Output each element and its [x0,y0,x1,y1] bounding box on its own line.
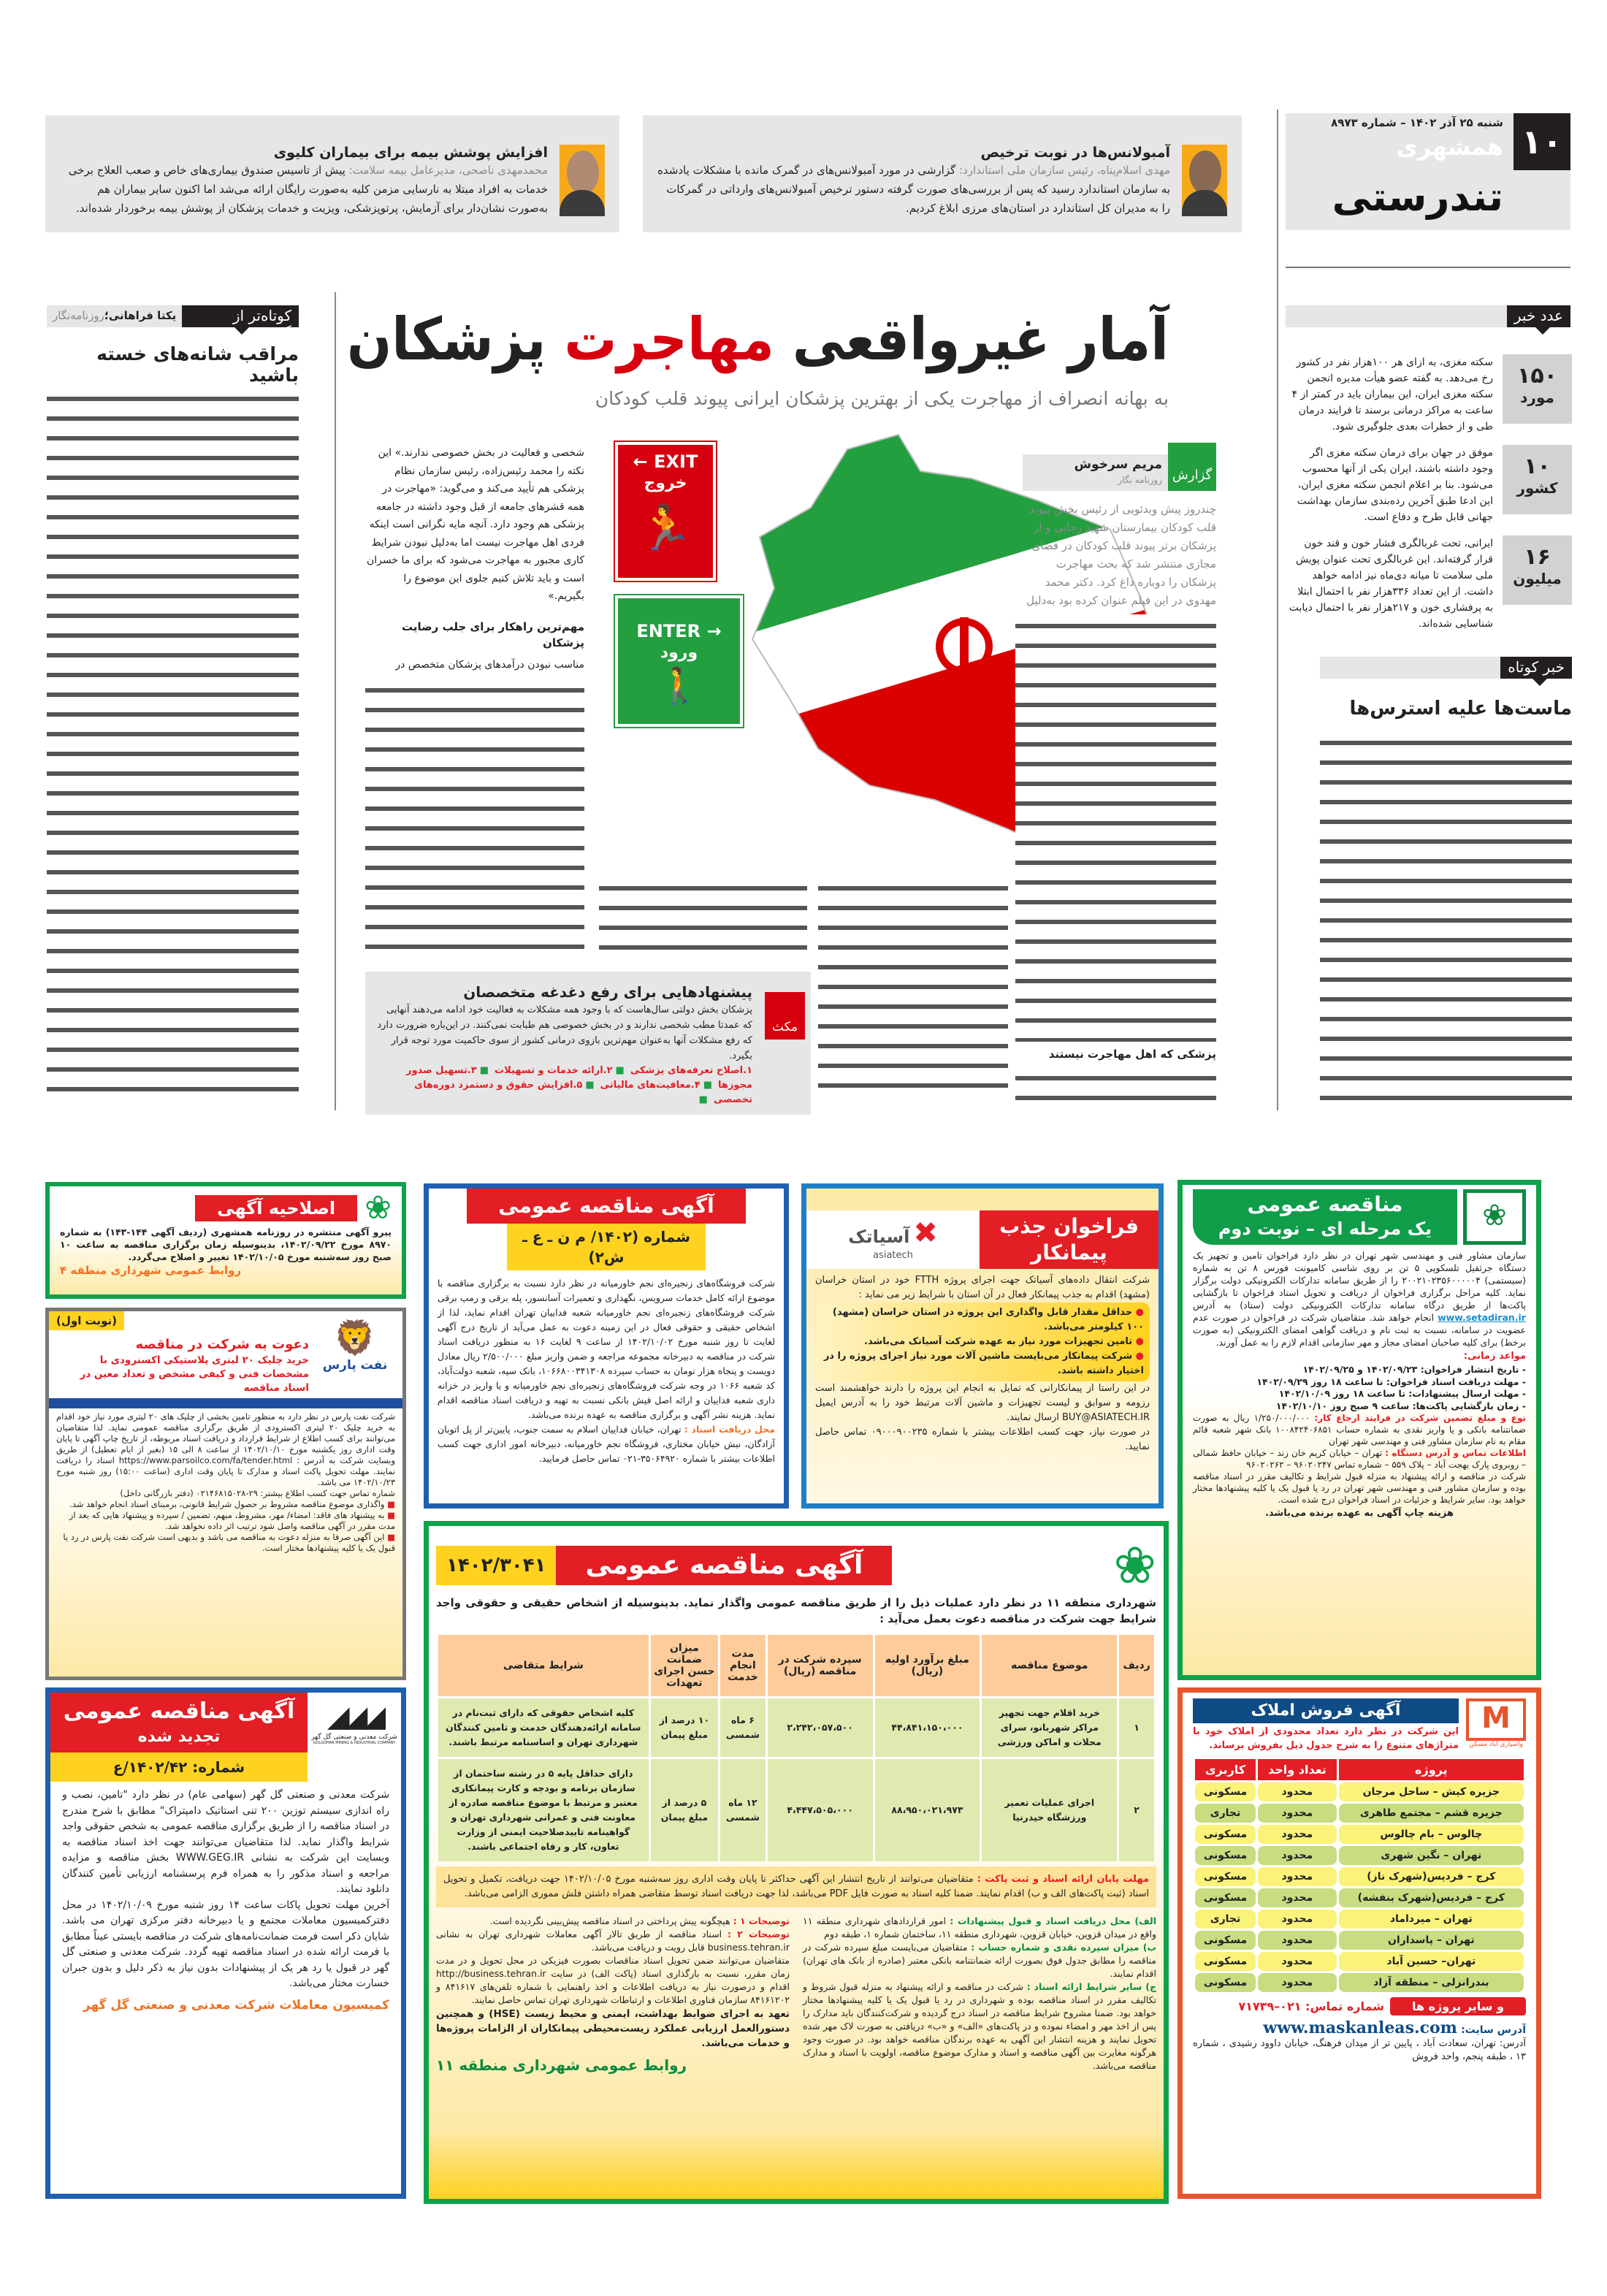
table-cell: مسکونی [1195,1888,1256,1907]
clause-title: ج) سایر شرایط ارائه اسناد : [1026,1981,1156,1992]
table-row [1195,1782,1524,1801]
ad-outro: در این راستا از پیمانکارانی که تمایل به انجام این پروژه را دارند خواهشمند است رزومه و سوابق و لیست تجهیزات و ماشین آلات مرتبط خود را به آدرس ایمیل BUY@ASIATECH.IR ارسال نمایند. [815,1383,1150,1423]
column-header: کاربری [1195,1759,1256,1780]
logo-text-en: asiatech [873,1250,913,1261]
fact-item [1287,445,1572,525]
logo-text: آسیاتک [848,1227,910,1247]
ad-footer: شرکت در مناقصه و ارائه پیشنهاد به منزله قبول شرایط و تکالیف مقرر در اسناد مناقصه بوده و سازمان مشاور فنی و مهندسی شهر تهران در رد یا قبول یک یا کلیه پیشنهادها مختار خواهد بود. سایر شرایط و جزئیات در اسناد فراخوان درج شده است. [1193,1471,1526,1505]
site-link[interactable]: www.maskanleas.com [1263,2018,1457,2037]
article-body-column [1015,1067,1216,1107]
exit-label-en: EXIT [654,451,698,472]
ad-text: انجام خواهد شد. متقاضیان شرکت در فراخوان در صورت عدم عضویت در سامانه، نسبت به ثبت نام و دریافت گواهی امضای الکترونیکی (به صورت برخط) برای کلیه صاحبان امضای مجاز و مهر سازمانی اقدام لازم را به عمل آورند. [1193,1312,1526,1348]
quote-speaker: مهدی اسلام‌پناه، رئیس سازمان ملی استاندارد: [959,164,1170,177]
table-cell: جزیره کیش – ساحل مرجان [1339,1782,1524,1801]
notes-list [56,1499,395,1554]
ad-address: آدرس: تهران، سعادت آباد ، پایین تر از میدان فرهنگ، خیابان داوود رشیدی ، شماره ۱۳ ، طبقه پنجم، واحد فروش [1193,2038,1526,2062]
table-cell: تهران – پاسداران [1339,1931,1524,1950]
fact-item [1287,535,1572,632]
quote-title: آمبولانس‌ها در نوبت ترخیص [980,145,1170,161]
bullet-icon: ■ [384,1532,395,1542]
mak-item: ۲.ارائه خدمات و تسهیلات [495,1065,613,1076]
column-divider [1277,110,1278,1110]
author-name: یکتا فراهانی؛ [104,309,177,322]
quote-text [657,161,1170,218]
date-item: - مهلت ارسال پیشنهادات: تا ساعت ۱۸ روز ۱۴۰۲/۱۰/۰۹ [1278,1388,1526,1399]
table-row [438,1698,1154,1757]
author-box [1023,454,1168,491]
speaker-photo [1182,145,1227,216]
issue-date: شنبه ۲۵ آذر ۱۴۰۲ – شماره ۸۹۷۳ [1331,116,1503,129]
article-column-1 [1015,500,1216,1107]
ad-cost-note: هزینه چاپ آگهی به عهده برنده می‌باشد. [1264,1508,1454,1519]
table-cell: خرید اقلام جهت تجهیز مراکز شهربانو، سرای محلات و اماکن ورزشی [982,1698,1117,1757]
bullet-icon: ■ [384,1510,395,1520]
fact-text: ایرانی، تحت غربالگری فشار خون و قند خون قرار گرفته‌اند. این غربالگری تحت عنوان پویش ملی سلامت تا میانه دی‌ماه نیز ادامه خواهد داشت. از این تعداد ۳۳۶هزار نفر با احتمال ابتلا به پرفشاری خون و ۲۱۷هزار نفر با احتمال دیابت شناسایی شده‌اند. [1289,538,1493,630]
note-text: هیچگونه پیش پرداختی در اسناد مناقصه پیش‌بینی نگردیده است. [489,1915,730,1926]
table-header-row [1195,1759,1524,1780]
logo-text: نفت پارس [322,1358,388,1373]
table-row [1195,1888,1524,1907]
quote-box [643,115,1242,232]
short-news-title: ماست‌ها علیه استرس‌ها [1349,698,1572,720]
fact-number-box [1503,445,1572,514]
short-news-tag: خبر کوتاه [1500,657,1572,679]
table-cell: کلیه اشخاص حقوقی که دارای ثبت‌نام در سامانه ارائه‌دهندگان خدمت و تامین کنندگان شهرداری تهران و اساسنامه مرتبط باشند. [438,1698,649,1757]
tehran-municipality-logo: ❀ [1113,1536,1156,1595]
ad-number: شماره (۱۴۰۲/ م ن ـ ع ـ ش۲) [507,1224,706,1270]
table-cell: محدود [1258,1973,1337,1992]
exit-sign: ← EXIT خروج 🏃 [615,442,716,581]
column-divider [335,292,336,1110]
table-cell: مسکونی [1195,1867,1256,1886]
column-header: پروژه [1339,1759,1524,1780]
table-cell: جزیره قشم – مجتمع طاهری [1339,1804,1524,1823]
mak-tag: مکث [765,992,805,1040]
setad-link[interactable]: www.setadiran.ir [1438,1312,1526,1323]
ad-body: شرکت نفت پارس در نظر دارد به منظور تامین بخشی از چلیک های ۲۰ لیتری مورد نیاز خود اقدام به خرید چلیک ۲۰ لیتری اکسترودی از طریق برگزاری مناقصه عمومی نماید. لذا متقاضیان می‌توانند برای کسب اطلاع از شرایط قرارداد و دریافت اسناد مربوطه، از تاریخ چاپ آگهی تا پایان وقت اداری روز یکشنبه مورخ ۱۴۰۲/۱۰/۱۰ از ساعت ۸ الی ۱۵ (بغیر از ایام تعطیل) از طریق وبسایت شرکت به آدرس : https://www.parsoilco.com/fa/tender.html اسناد را دریافت نمایند. مهلت تحویل پاکت اسناد و مدارک تا پایان وقت اداری (ساعت ۱۵:۰۰) روز شنبه مورخ ۱۴۰۲/۱۰/۲۳ می باشد. [56,1411,396,1487]
short-news-tag-bar [1320,657,1572,679]
requirement-item [821,1335,1144,1349]
ad-subtitle: خرید چلیک ۲۰ لیتری پلاستیکی اکسترودی با مشخصات فنی و کیفی مشخص و تعداد معین در اسناد مناقصه [80,1354,309,1394]
ad-subtitle: تجدید شده [137,1728,221,1746]
table-cell: محدود [1258,1910,1337,1929]
fact-unit: کشور [1516,479,1558,497]
fact-text: موفق در جهان برای درمان سکته مغزی اگر وجود داشته باشند، ایران یکی از آنها محسوب می‌شود. بنا بر اعلام انجمن سکته مغزی ایران، این ادعا طبق آخرین رده‌بندی سازمان بهداشت جهانی قابل طرح و دفاع است. [1297,447,1493,523]
projects-table [1193,1757,1526,1994]
logo-text: واسپاری آباد مسکن [1469,1741,1523,1748]
note-text: اسناد مناقصه از طریق تالار آگهی معاملات شهرداری تهران به نشانی business.tehran.ir قابل رویت و دریافت می‌باشد. [436,1929,790,1953]
ad-title: آگهی مناقصه عمومی [556,1546,892,1585]
headline-highlight: مهاجرت [564,305,774,373]
ad-correction [45,1182,406,1299]
ad-region11-tender [424,1521,1169,2204]
table-cell: محدود [1258,1846,1337,1865]
round-badge: (نوبت اول) [49,1311,124,1330]
article-subhead: مهم‌ترین راهکار برای جلب رضایت پزشکان [401,619,584,649]
ad-subtitle: پیمانکار [1031,1240,1107,1265]
fact-text: سکته مغزی، به ازای هر ۱۰۰هزار نفر در کشور رخ می‌دهد. به گفته عضو هیأت مدیره انجمن سکته مغزی ایران، این بیماران باید در کمتر از ۴ ساعت به مراکز درمانی برسند تا فرایند درمان طی و از خطرات بعدی جلوگیری شود. [1291,356,1493,432]
requirement-item [821,1349,1144,1378]
ad-header [1193,1189,1526,1245]
ad-body: شرکت معدنی و صنعتی گل گهر (سهامی عام) در نظر دارد "تامین، نصب و راه اندازی سیستم توزین ۲۰۰ تنی استاتیک دامپتراک" مطابق با شرح مندرج در اسناد مناقصه را از طریق برگزاری مناقصه عمومی به شخص حقوقی واجد شرایط واگذار نماید. لذا متقاضیان می‌توانند جهت اخذ اسناد مناقصه به وبسایت این شرکت به نشانی WWW.GEG.IR بخش مناقصه و مزایده مراجعه و اسناد مذکور را به همراه فرم پرسشنامه ارزیابی تأمین کنندگان دانلود نمایند. [62,1789,389,1895]
maskan-logo: M واسپاری آباد مسکن [1466,1698,1526,1752]
table-cell: محدود [1258,1825,1337,1844]
ad-signature: روابط عمومی شهرداری منطقه ۱۱ [436,2056,687,2074]
table-row [1195,1804,1524,1823]
ad-subtitle: یک مرحله ای – نوبت دوم [1218,1218,1432,1239]
note-item [56,1532,395,1554]
side-report-author [47,305,182,327]
table-cell: ۸۸،۹۵۰،۰۲۱،۹۷۳ [875,1759,980,1861]
bullet-icon: ● [1132,1336,1144,1347]
table-row [1195,1846,1524,1865]
column-header: سپرده شرکت در مناقصه (ریال) [768,1635,873,1696]
enter-label-fa: ورود [660,644,698,662]
dates-list [1193,1364,1526,1412]
table-cell: کرج – فردیس(شهرک بنفشه) [1339,1888,1524,1907]
ad-body: پیرو آگهی منتشره در روزنامه همشهری (ردیف آگهی ۱۴۴-۱۴۳) به شماره ۸۹۷۰ مورخ ۱۴۰۲/۰۹/۲۲، بدینوسیله زمان برگزاری مناقصه به ساعت ۱۰ صبح روز سه‌شنبه مورخ ۱۴۰۲/۱۰/۰۵ تغییر و اصلاح می‌گردد. [60,1227,392,1262]
quote-title: افزایش پوشش بیمه برای بیماران کلیوی [273,145,548,161]
table-cell: تهران – نگین شهری [1339,1846,1524,1865]
short-news-body [1320,731,1572,1107]
fact-number: ۱۶ [1524,544,1551,570]
bullet-icon: ■ [384,1499,395,1509]
ad-phone: در صورت نیاز، جهت کسب اطلاعات بیشتر با شماره ۰۹۰۰۰۹۰۰۲۳۵ تماس حاصل نمایید. [815,1427,1150,1452]
dates-title: مواعد زمانی: [1463,1351,1526,1362]
mak-item: ۵.افزایش حقوق و دستمزد دوره‌های تخصصی [414,1080,752,1105]
enter-sign: ENTER → ورود 🚶 [615,595,743,727]
table-cell: مسکونی [1195,1782,1256,1801]
main-headline [347,303,1169,376]
ad-phone: شماره تماس جهت کسب اطلاع بیشتر: ۲۹-۰۲۱۴۶۸۱۵۰۲۸ (دفتر بازرگانی داخل) [120,1488,395,1498]
ad-title: مناقصه عمومی [1247,1192,1403,1216]
ad-body: آخرین مهلت تحویل پاکات ساعت ۱۴ روز شنبه مورخ ۱۴۰۲/۱۰/۰۹ در محل دفترکمیسیون معاملات مجتمع و یا دبیرخانه دفتر مرکزی تهران می باشد. شایان ذکر است فرمت ضمانت‌نامه‌های شرکت در مناقصه بایستی عیناً مطابق با فرمت ارائه شده در اسناد مناقصه تهیه گردد. شرکت معدنی و صنعتی گل گهر در قبول یا رد هر یک از پیشنهادات بدون نیاز به ذکر دلیل و بدون جبران خسارت مختار می‌باشد. [62,1899,389,1989]
right-column [1287,354,1572,1107]
bullet-icon: ■ [703,1080,713,1091]
table-cell: دارای حداقل پایه ۵ در رشته ساختمان از سازمان برنامه و بودجه و کارت پیمانکاری معتبر و مرتبط با موضوع مناقصه صادره از معاونت فنی و عمرانی شهرداری تهران و گواهینامه تاییدصلاحیت ایمنی از وزارت تعاون، کار و رفاه اجتماعی باشند. [438,1759,649,1861]
mak-title: پیشنهادهایی برای رفع دغدغه متخصصان [463,983,752,1001]
table-cell: محدود [1258,1931,1337,1950]
bullet-icon: ● [1132,1351,1144,1362]
column-header: شرایط متقاضی [438,1635,649,1696]
table-row [1195,1952,1524,1971]
table-cell: ۵ درصد از مبلغ پیمان [651,1759,718,1861]
clause-text: متقاضیان می‌بایست مبلغ سپرده شرکت در مناقصه را مطابق جدول فوق بصورت ارائه ضمانتنامه بانکی معتبر (صادره از بانک های تهران) اقدام نمایند. [803,1942,1156,1979]
quote-speaker: محمدمهدی ناصحی، مدیرعامل بیمه سلامت: [348,164,548,177]
phone-number: ۰۲۱–۷۱۷۳۹ [1238,1999,1302,2013]
table-cell: تجاری [1195,1804,1256,1823]
table-cell: محدود [1258,1804,1337,1823]
date-item: - تاریخ انتشار فراخوان: ۱۴۰۲/۰۹/۲۳ و ۱۴۰۲/۰۹/۲۵ [1302,1364,1526,1375]
article-body-start: مناسب نبودن درآمدهای پزشکان متخصص در [395,658,584,671]
ad-text: سازمان مشاور فنی و مهندسی شهر تهران در نظر دارد فراخوان تامین و تجهیز یک دستگاه جرثقیل تلسکوپی ۵ تن بر روی شاسی کامیونت فورس ۸ تن به شماره (سیستمی) ۲۰۰۲۱۰۲۳۵۶۰۰۰۰۰۴ را از طریق سامانه تدارکات الکترونیکی دولت برگزار نماید. کلیه مراحل برگزاری فراخوان از دریافت و تحویل اسناد فراخوان تا بازگشایی پاکت‌ها از طریق درگاه سامانه تدارکات الکترونیکی دولت (ستاد) به آدرس [1193,1250,1527,1311]
golgohar-logo: ◢◢◢ شرکت معدنی و صنعتی گل گهر GOLGOHAR MINING & INDUSTRIAL COMPANY [308,1693,401,1782]
parsoil-logo: 🦁 نفت پارس [315,1317,395,1395]
note-title: توضیحات ۲ : [727,1929,790,1940]
clause-text: شرکت در مناقصه و ارائه پیشنهاد به منزله قبول شروط و تکالیف مقرر در اسناد مناقصه بوده و شهرداری در رد یا قبول یک یا کلیه پیشنهادها مختار خواهد بود. ضمنا مشروح شرایط مناقصه در اسناد درج گردیده و شرکت‌کنندگان باید مدارک را پس از اخذ مهر و امضاء نموده و در پاکت‌های «الف» و «ب» دریافتی به صورت لاک مهر شده تحویل نمایند و هزینه انتشار این آگهی به عهده برندگان مناقصه خواهد بود. در صورت وجود هرگونه مغایرت بین آگهی مناقصه و اسناد و مدارک موضوع مناقصه، اولویت با اسناد و مدارک مناقصه می‌باشد. [803,1981,1156,2071]
divider-bar [49,1398,402,1408]
table-cell: مسکونی [1195,1825,1256,1844]
table-cell: ۱ [1119,1698,1154,1757]
phone-label: شماره تماس: [1305,1999,1384,2013]
newspaper-logo: همشهری [1396,133,1503,161]
table-cell: مسکونی [1195,1952,1256,1971]
table-row [1195,1910,1524,1929]
article-body-column [1015,614,1216,1042]
clause-text: امور قراردادهای شهرداری منطقه ۱۱ واقع در میدان قزوین، خیابان قزوین، شهرداری منطقه ۱۱، ساختمان شماره ۱، طبقه دوم [803,1915,1156,1940]
column-header: تعداد واحد [1258,1759,1337,1780]
enter-label-en: ENTER [636,621,701,641]
exit-label-fa: خروج [644,474,687,492]
place-title: محل دریافت اسناد : [684,1424,775,1435]
table-cell: محدود [1258,1888,1337,1907]
table-header-row [438,1635,1154,1696]
facts-tag: عدد خبر [1507,305,1570,327]
author-role: روزنامه‌نگار [53,309,104,322]
speaker-photo [560,145,605,216]
table-cell: تهران– حسین آباد [1339,1952,1524,1971]
requirements-list [815,1303,1150,1381]
logo-text-en: GOLGOHAR MINING & INDUSTRIAL COMPANY [313,1741,396,1745]
main-subtitle: به بهانه انصراف از مهاجرت یکی از بهترین پزشکان ایرانی پیوند قلب کودکان [595,388,1169,409]
ad-title: آگهی مناقصه عمومی [63,1698,295,1724]
column-header: موضوع مناقصه [982,1635,1117,1696]
article-column-4 [365,444,584,964]
article-body-column [365,679,584,965]
quote-text [60,161,548,218]
bullet-icon: ■ [698,1094,708,1105]
guarantee-title: نوع و مبلغ تضمین شرکت در فرایند ارجاع کار: [1314,1413,1526,1423]
logo-text: شرکت معدنی و صنعتی گل گهر [311,1734,397,1741]
note-text: واگذاری موضوع مناقصه مشروط بر حصول شرایط قانونی، برمبنای اسناد انجام خواهد شد. [69,1499,385,1509]
guarantee-text: ۱/۲۵۰/۰۰۰/۰۰۰ ریال به صورت ضمانتنامه بانکی و یا واریز نقدی به شماره حساب ۱۰۰۸۴۲۴۰۶۸۵۱ بانک شهر شعبه قائم مقام به نام سازمان مشاور فنی و مهندسی شهر تهران [1193,1413,1526,1446]
fact-number-box [1503,354,1572,424]
deadline-box [436,1866,1156,1907]
author-name: مریم سرخوش [1074,457,1162,472]
page-number: ۱۰ [1514,113,1570,170]
table-cell: اجرای عملیات تعمیر ورزشگاه حیدرنیا [982,1759,1117,1861]
ad-body [1193,1249,1526,1349]
fact-unit: میلیون [1513,570,1562,587]
ad-maskan-sale [1177,1687,1541,2199]
table-cell: مسکونی [1195,1931,1256,1950]
author-role: روزنامه نگار [1118,475,1162,485]
side-report-title: مراقب شانه‌های خسته باشید [96,343,299,386]
table-cell: ۱۲ ماه شمسی [720,1759,766,1861]
ad-setad-tender [1177,1180,1541,1680]
requirement-item [821,1305,1144,1335]
table-row [1195,1867,1524,1886]
column-header: میزان ضمانت حسن اجرای تعهدات [651,1635,718,1696]
article-lead: چندروز پیش ویدئویی از رئیس بخش پیوند قلب کودکان بیمارستان شهید رجایی و از پزشکان برتر پیوند قلب کودکان در فضای مجازی منتشر شد که بحث مهاجرت پزشکان را دوباره داغ کرد. دکتر محمد مهدوی در این فیلم عنوان کرده بود به‌دلیل [1026,503,1216,607]
ad-signature: روابط عمومی شهرداری منطقه ۴ [60,1264,242,1277]
note-text: این آگهی صرفا به منزله دعوت به مناقصه می باشد و بدیهی است شرکت نفت پارس در رد یا قبول یک یا کلیه پیشنهادها مختار است. [63,1532,395,1553]
section-title: تندرستی [1332,174,1503,220]
main-headline-box [347,303,1169,380]
bullet-icon: ■ [585,1080,595,1091]
ad-intro: شرکت انتقال داده‌های آسیاتک جهت اجرای پروژه FTTH خود در استان خراسان (مشهد) اقدام به جذب پیمانکار فعال در آن استان با شرایط زیر می نماید : [815,1275,1150,1300]
article-body-column [599,877,807,961]
table-cell: تهران – میرداماد [1339,1910,1524,1929]
note-item [56,1510,395,1532]
requirement-text: حداقل مقدار قابل واگذاری این پروژه در استان خراسان (مشهد) ۱۰۰ کیلومتر می‌باشد. [832,1307,1144,1332]
table-cell: کرج – فردیس(شهرک ناز) [1339,1867,1524,1886]
quote-body: پیش از تاسیس صندوق بیماری‌های خاص و صعب العلاج برخی خدمات به افراد مبتلا به نارسایی مزمن کلیه به‌صورت رایگان ارائه می‌شد اما اکنون سایر بیماران هم به‌صورت نشان‌دار برای آزمایش، پرتوپزشکی، ویزیت و خدمات پزشکان از پوشش بیمه برخوردار شده‌اند. [68,164,548,215]
ad-number: ۱۴۰۲/۳۰۴۱ [436,1546,556,1585]
walking-person-icon: 🚶 [657,665,701,706]
table-cell: ۴،۴۴۷،۵۰۵،۰۰۰ [768,1759,873,1861]
table-cell: چالوس – بام چالوس [1339,1825,1524,1844]
clause-title: الف) محل دریافت اسناد و قبول پیشنهادات : [950,1915,1157,1926]
table-cell: مسکونی [1195,1846,1256,1865]
asiatech-logo: ✖ آسیاتک asiatech [806,1210,980,1269]
ad-title: فراخوان جذب [999,1214,1139,1238]
ad-title: دعوت به شرکت در مناقصه [135,1337,309,1352]
bullet-icon: ■ [479,1065,489,1076]
side-report-tag: کوتاه‌تر از گزارش [182,305,299,327]
requirement-text: تامین تجهیزات مورد نیاز به عهده شرکت آسیاتک می‌باشد. [864,1336,1133,1347]
headline-part: آمار غیرواقعی [793,305,1169,373]
note-title: توضیحات ۱ : [733,1915,790,1926]
deadline-text: متقاضیان می‌توانند از تاریخ انتشار این آگهی حداکثر تا پایان وقت اداری روز سه‌شنبه مورخ ۱۴۰۲/۱۰/۰۵ جهت دریافت، تکمیل و تحویل اسناد (ثبت پاکت‌های الف و ب) اقدام نمایند. ضمنا کلیه اسناد به صورت فایل PDF می‌باشد، لذا جهت دریافت اسناد توسط متقاضی همراه داشتن فلش مموری الزامی می‌باشد. [443,1874,1149,1899]
site-label: آدرس سایت: [1461,2024,1526,2036]
table-row [1195,1973,1524,1992]
more-projects-badge: و سایر پروژه ها [1390,1997,1526,2015]
quote-box [45,115,619,232]
report-tag: گزارش [1168,443,1216,491]
ad-parsoil [45,1308,406,1680]
article-quote-paragraph: شخصی و فعالیت در بخش خصوصی ندارند.» این نکته را محمد رئیس‌زاده، رئیس سازمان نظام پزشکی هم تأیید می‌کند و می‌گوید: «مهاجرت در همه قشرهای جامعه از قبل وجود داشته در جامعه پزشکی هم وجود دارد. آنچه مایه نگرانی است اینکه فردی اهل مهاجرت نیست اما به‌دلیل نبودن شرایط کاری مجبور به مهاجرت می‌شود که برای ما خسران است و باید تلاش کنیم جلوی این موضوع را بگیریم.» [367,447,584,602]
bullet-icon: ● [1132,1307,1144,1318]
table-cell: ۲،۲۴۲،۰۵۷،۵۰۰ [768,1698,873,1757]
table-cell: ۶ ماه شمسی [720,1698,766,1757]
fact-number-box [1503,535,1572,605]
ad-title: آگهی مناقصه عمومی [467,1189,746,1224]
quote-body: گزارشی در مورد آمبولانس‌های در گمرک مانده با مشکلات یادشده به سازمان استاندارد رسید که پس از بررسی‌های صورت گرفته دستور ترخیص آمبولانس‌های وارداتی در گمرکات را به مدیران کل استاندارد در استان‌های مرزی ابلاغ کردیم. [657,164,1170,215]
table-cell: ۱۰ درصد از مبلغ پیمان [651,1698,718,1757]
ad-intro: این شرکت در نظر دارد تعداد محدودی از املاک خود با متراژهای متنوع را به شرح جدول ذیل بفروش برساند. [1193,1726,1459,1751]
note-text: به پیشنهاد های فاقد: امضاء/ مهر، مشروط، مبهم، تضمین / سپرده و پیشنهاد هایی که بعد از مدت مقرر در آگهی مناقصه واصل شود ترتیب اثر داده نخواهد شد. [69,1510,395,1531]
fact-unit: مورد [1520,389,1554,406]
deadline-title: مهلت پایان ارائه اسناد و ثبت پاکت : [977,1874,1149,1885]
mak-box [365,972,811,1115]
headline-part: پزشکان [347,305,546,373]
note-text: متقاضیان می‌توانند ضمن تحویل اسناد مناقصات بصورت فیزیکی در محل تحویل و در مدت زمان مقرر، نسبت به بارگذاری اسناد (پاکت الف) در سایت http://business.tehran.ir اقدام و درصورت نیاز به دریافت اطلاعات و اخذ راهنمایی با شماره تلفن‌های ۸۴۱۶۱۷ و ۸۴۱۶۱۲۰۲ سازمان فناوری اطلاعات و ارتباطات شهرداری تهران تماس حاصل نمایند. [436,1955,790,2005]
table-cell: ۴۴،۸۴۱،۱۵۰،۰۰۰ [875,1698,980,1757]
mak-item: ۴.معافیت‌های مالیاتی [600,1080,701,1091]
ad-nojm-tender [424,1183,789,1509]
side-report-body [47,387,299,1107]
fact-item [1287,354,1572,435]
mak-item: ۳.تسهیل صدور مجوزها [406,1065,752,1091]
tehran-municipality-logo: ❀ [364,1189,392,1227]
ad-signature: کمیسیون معاملات شرکت معدنی و صنعتی گل گهر [83,1997,389,2013]
place-text: تهران، خیابان فداییان اسلام به سمت جنوب، پایین‌تر از پل اتوبان آزادگان، نبش خیابان مختاری، فروشگاه نجم خاورمیانه، دبیرخانه امور اداری جهت کسب اطلاعات بیشتر با شماره ۳۵۰۶۴۹۲۰-۰۲۱ تماس حاصل فرمایید. [438,1424,775,1464]
ad-asiatech [801,1183,1164,1509]
section-masthead [1286,113,1570,230]
bullet-icon: ■ [615,1065,625,1076]
column-header: مدت انجام خدمت [720,1635,766,1696]
side-report-tag-bar [47,305,299,342]
clause-title: ب) میزان سپرده نقدی و شماره حساب : [971,1942,1156,1953]
tehran-engineering-logo: ❀ [1463,1189,1526,1245]
ad-number: شماره: ۱۴۰۲/۴۲/ع [50,1752,308,1782]
divider [1286,267,1570,268]
ad-body: شرکت فروشگاه‌های زنجیره‌ای نجم خاورمیانه در نظر دارد نسبت به برگزاری مناقصه با موضوع ارائه کامل خدمات سرویس، نگهداری و تعمیرات آسانسور، پله برقی و رمپ برقی شرکت فروشگاه‌های زنجیره‌ای نجم خاورمیانه شعبه فداییان تهران اقدام نماید، لذا از اشخاص حقیقی و حقوقی فعال در این زمینه دعوت به عمل می‌آید از تاریخ درج آگهی لغایت تا روز شنبه مورخ ۱۴۰۲/۱۰/۰۲ از ساعت ۹ لغایت ۱۶ به منظور دریافت اسناد شرکت در مناقصه به دبیرخانه مجموعه مراجعه و ضمن واریز مبلغ ۲/۵۰۰/۰۰۰ ریال معادل دویست و پنجاه هزار تومان به حساب سپرده ۱۰۶۶۸۰۰۳۴۱۳۰۸، بانک سپه، شعبه دولت‌آباد، کد شعبه ۱۰۶۶ در وجه شرکت فروشگاه‌های زنجیره‌ای نجم خاورمیانه و یا واریز در خزانه داری شعبه فداییان و ارائه اصل فیش بانکی نسبت به تهیه و دریافت اسناد مناقصه اقدام نماید. هزینه نشر آگهی و برگزاری مناقصه به عهده برنده می‌باشد. [438,1278,776,1420]
running-person-icon: 🏃 [638,503,693,554]
ad-title: اصلاحیه آگهی [195,1195,357,1221]
tender-table [436,1633,1156,1864]
mak-text: پزشکان بخش دولتی سال‌هاست که با وجود همه مشکلات به فعالیت خود ادامه می‌دهند آنهایی که عمدتا مطب شخصی ندارند و در بخش خصوصی هم طبابت نمی‌کنند. در این‌باره ضرورت دارد که رفع مشکلات آنها به‌عنوان مهم‌ترین بازوی درمانی کشور از سوی حاکمیت مورد توجه قرار بگیرد. [377,1004,752,1061]
table-cell: بندرانزلی – منطقه آزاد [1339,1973,1524,1992]
date-item: - زمان بازگشایی پاکت‌ها: ساعت ۹ صبح روز ۱۴۰۲/۱۰/۱۰ [1275,1400,1526,1411]
table-cell: محدود [1258,1782,1337,1801]
article-body-column [818,877,1008,1103]
date-item: - مهلت دریافت اسناد فراخوان: تا ساعت ۱۸ روز ۱۴۰۲/۰۹/۲۹ [1256,1376,1526,1387]
requirement-text: شرکت پیمانکار می‌بایست ماشین آلات مورد نیاز اجرای پروژه را در اختیار داشته باشد. [823,1351,1144,1376]
column-header: ردیف [1119,1635,1154,1696]
table-cell: ۲ [1119,1759,1154,1861]
table-cell: محدود [1258,1867,1337,1886]
table-cell: محدود [1258,1952,1337,1971]
table-cell: تجاری [1195,1910,1256,1929]
hse-note: تعهد به اجرای ضوابط بهداشت، ایمنی و محیط زیست (HSE) و همچنین دستورالعمل ارزیابی عملکرد زیست‌محیطی پیمانکاران از الزامات پروژه‌ها و خدمات می‌باشد. [436,2008,790,2049]
contact-title: اطلاعات تماس و آدرس دستگاه : [1385,1448,1526,1458]
column-header: مبلغ برآورد اولیه (ریال) [875,1635,980,1696]
facts-tag-bar [1286,305,1570,327]
note-item [56,1499,395,1510]
table-row [1195,1825,1524,1844]
ad-golgohar-tender [45,1687,406,2199]
table-cell: مسکونی [1195,1973,1256,1992]
article-subhead: پزشکی که اهل مهاجرت نیستند [1048,1048,1216,1061]
mak-items [375,1064,752,1107]
contact-text: تهران – خیابان کریم خان زند – خیابان حافظ شمالی – روبروی پارک بهجت آباد – پلاک ۵۵۹ – شماره تماس ۹۶۰۲۰۲۴۷ – ۹۶۰۲۰۲۶۲ [1193,1448,1526,1470]
table-row [438,1759,1154,1861]
table-row [1195,1931,1524,1950]
fact-number: ۱۵۰ [1517,363,1557,389]
ad-intro: شهرداری منطقه ۱۱ در نظر دارد عملیات ذیل را از طریق مناقصه عمومی واگذار نماید. بدینوسیله از اشخاص حقیقی و حقوقی واجد شرایط جهت شرکت در مناقصه دعوت بعمل می‌آید : [436,1596,1156,1625]
fact-number: ۱۰ [1524,454,1551,479]
mak-item: ۱.اصلاح تعرفه‌های پزشکی [630,1065,752,1076]
ad-title: آگهی فروش املاک [1193,1698,1459,1723]
